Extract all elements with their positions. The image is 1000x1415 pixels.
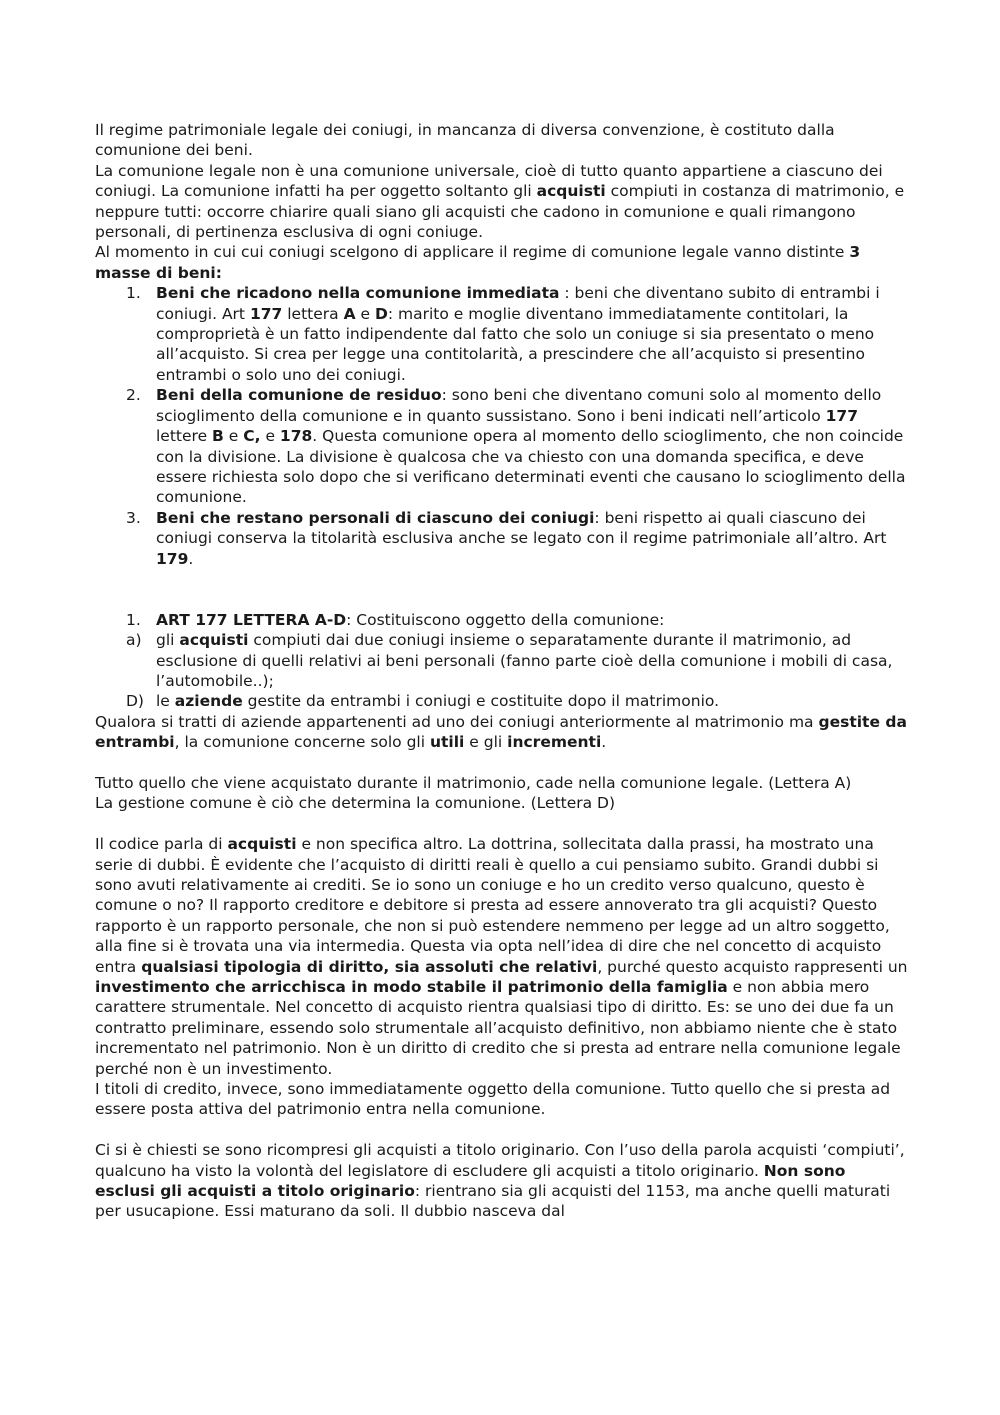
list-item — [95, 630, 910, 691]
text-run: : sono beni che diventano comuni solo al momento dello scioglimento della comunione e in quanto sussistano. Sono i beni indicati nell’articolo — [156, 386, 882, 425]
section-177-items — [95, 630, 910, 712]
text-run: : Costituiscono oggetto della comunione: — [346, 610, 665, 629]
paragraph-originario — [95, 1140, 910, 1222]
list-marker: 2. — [126, 386, 141, 405]
bold-run: D — [374, 304, 388, 323]
text-run: lettere — [156, 427, 213, 446]
bold-run: 177 — [249, 304, 283, 323]
bold-run: aziende — [174, 692, 243, 711]
bold-run: gestite da entrambi — [95, 712, 907, 752]
bold-run: C, — [243, 427, 261, 446]
text-run: . — [601, 733, 607, 752]
intro-paragraph-2 — [95, 161, 910, 243]
intro-paragraph-1: Il regime patrimoniale legale dei coniugi, in mancanza di diversa convenzione, è costituto dalla comunione dei beni. — [95, 121, 835, 160]
text-run: lettera — [282, 304, 344, 323]
text-run: e non abbia mero carattere strumentale. Nel concetto di acquisto rientra qualsiasi tipo di diritto. Es: se uno dei due fa un contratto preliminare, essendo solo strumentale all’acquisto definitivo, non abbiamo niente che è stato incrementato nel patrimonio. Non è un diritto di credito che si presta ad entrare nella comunione legale perché non è un investimento. — [95, 978, 901, 1078]
list-item — [95, 691, 910, 711]
text-run: e — [355, 304, 375, 323]
text-run: compiuti dai due coniugi insieme o separatamente durante il matrimonio, ad esclusione di quelli relativi ai beni personali (fanno parte cioè della comunione i mobili di casa, l’automobile..); — [156, 631, 893, 690]
list-marker: 3. — [126, 508, 141, 527]
bold-run: Non sono esclusi gli acquisti a titolo originario — [95, 1161, 846, 1201]
list-item-text — [156, 610, 910, 630]
document-page — [95, 120, 910, 1222]
paragraph-lettera-d: La gestione comune è ciò che determina la comunione. (Lettera D) — [95, 794, 616, 813]
list-item — [95, 385, 910, 507]
bold-run: utili — [429, 733, 465, 752]
bold-run: acquisti — [227, 835, 297, 854]
text-run: : rientrano sia gli acquisti del 1153, ma anche quelli maturati per usucapione. Essi maturano da soli. Il dubbio nasceva dal — [95, 1182, 891, 1221]
text-run: . — [188, 549, 194, 568]
masses-list — [95, 283, 910, 569]
text-run: : beni rispetto ai quali ciascuno dei coniugi conserva la titolarità esclusiva anche se legato con il regime patrimoniale all’altro. Art — [156, 508, 887, 548]
text-run: : marito e moglie diventano immediatamente contitolari, la comproprietà è un fatto indipendente dal fatto che solo un coniuge si sia presentato o meno all’acquisto. Si crea per legge una contitolarità, a prescindere che all’acquisto si presentino entrambi o solo uno dei coniugi. — [156, 304, 875, 384]
paragraph-acquisti — [95, 834, 910, 1079]
bold-run: Beni della comunione de residuo — [156, 386, 442, 405]
text-run: gli — [156, 631, 180, 650]
intro-paragraph-3 — [95, 242, 910, 283]
section-177-after — [95, 712, 910, 753]
bold-run: Beni che restano personali di ciascuno dei coniugi — [156, 508, 595, 527]
text-run: e gli — [464, 733, 508, 752]
bold-run: Beni che ricadono nella comunione immediata — [156, 284, 560, 303]
bold-run: qualsiasi tipologia di diritto, sia assoluti che relativi — [141, 957, 598, 976]
text-run: . Questa comunione opera al momento dello scioglimento, che non coincide con la divisione. La divisione è qualcosa che va chiesto con una domanda specifica, e deve essere richiesta solo dopo che si verificano determinati eventi che causano lo scioglimento della comunione. — [156, 427, 906, 507]
text-run: gestite da entrambi i coniugi e costituite dopo il matrimonio. — [242, 692, 720, 711]
text-run: Ci si è chiesti se sono ricompresi gli acquisti a titolo originario. Con l’uso della parola acquisti ‘compiuti’, qualcuno ha visto la volontà del legislatore di escludere gli acquisti a titolo originario. — [95, 1141, 905, 1180]
list-item-text — [156, 385, 910, 507]
list-item-text — [156, 630, 910, 691]
section-177-heading — [95, 610, 910, 630]
text-run: e non specifica altro. La dottrina, sollecitata dalla prassi, ha mostrato una serie di dubbi. È evidente che l’acquisto di diritti reali è quello a cui pensiamo subito. Grandi dubbi si sono avuti relativamente ai crediti. Se io sono un coniuge e ho un credito verso qualcuno, questo è comune o no? Il rapporto creditore e debitore si presta ad essere annoverato tra gli acquisti? Questo rapporto è un rapporto personale, che non si può estendere nemmeno per legge ad un altro soggetto, alla fine si è trovata una via intermedia. Questa via opta nell’idea di dire che nel concetto di acquisto entra — [95, 835, 890, 976]
list-marker: D) — [126, 692, 144, 711]
bold-run: 3 masse di beni: — [95, 243, 861, 282]
list-item — [95, 610, 910, 630]
text-run: le — [156, 692, 175, 711]
list-item-text — [156, 691, 910, 711]
bold-run: investimento che arricchisca in modo stabile il patrimonio della famiglia — [95, 978, 728, 997]
text-run: , la comunione concerne solo gli — [174, 733, 430, 752]
text-run: e — [223, 427, 244, 446]
text-run: , purché questo acquisto rappresenti un — [597, 957, 908, 976]
bold-run: acquisti — [536, 182, 606, 201]
bold-run: B — [212, 427, 224, 446]
bold-run: 177 — [825, 406, 858, 425]
text-run: : beni che diventano subito di entrambi i coniugi. Art — [156, 284, 880, 323]
bold-run: acquisti — [179, 631, 249, 650]
list-marker: a) — [126, 631, 142, 650]
text-run: Qualora si tratti di aziende appartenenti ad uno dei coniugi anteriormente al matrimonio ma — [95, 712, 819, 731]
paragraph-titoli: I titoli di credito, invece, sono immediatamente oggetto della comunione. Tutto quello che si presta ad essere posta attiva del patrimonio entra nella comunione. — [95, 1080, 891, 1119]
bold-run: A — [343, 304, 356, 323]
bold-run: 179 — [156, 549, 189, 568]
text-run: Al momento in cui cui coniugi scelgono di applicare il regime di comunione legale vanno distinte — [95, 243, 850, 262]
list-item — [95, 283, 910, 385]
list-marker: 1. — [126, 610, 141, 629]
list-item-text — [156, 508, 910, 569]
bold-run: ART 177 LETTERA A-D — [156, 610, 347, 629]
text-run: Il codice parla di — [95, 835, 228, 854]
bold-run: 178 — [279, 427, 313, 446]
text-run: compiuti in costanza di matrimonio, e neppure tutti: occorre chiarire quali siano gli acquisti che cadono in comunione e quali rimangono personali, di pertinenza esclusiva di ogni coniuge. — [95, 182, 905, 242]
list-item — [95, 508, 910, 569]
list-item-text — [156, 283, 910, 385]
bold-run: incrementi — [507, 733, 602, 752]
text-run: La comunione legale non è una comunione universale, cioè di tutto quanto appartiene a ciascuno dei coniugi. La comunione infatti ha per oggetto soltanto gli — [95, 161, 883, 201]
paragraph-lettera-a: Tutto quello che viene acquistato durante il matrimonio, cade nella comunione legale. (Lettera A) — [95, 773, 852, 792]
list-marker: 1. — [126, 284, 141, 303]
text-run: e — [260, 427, 280, 446]
